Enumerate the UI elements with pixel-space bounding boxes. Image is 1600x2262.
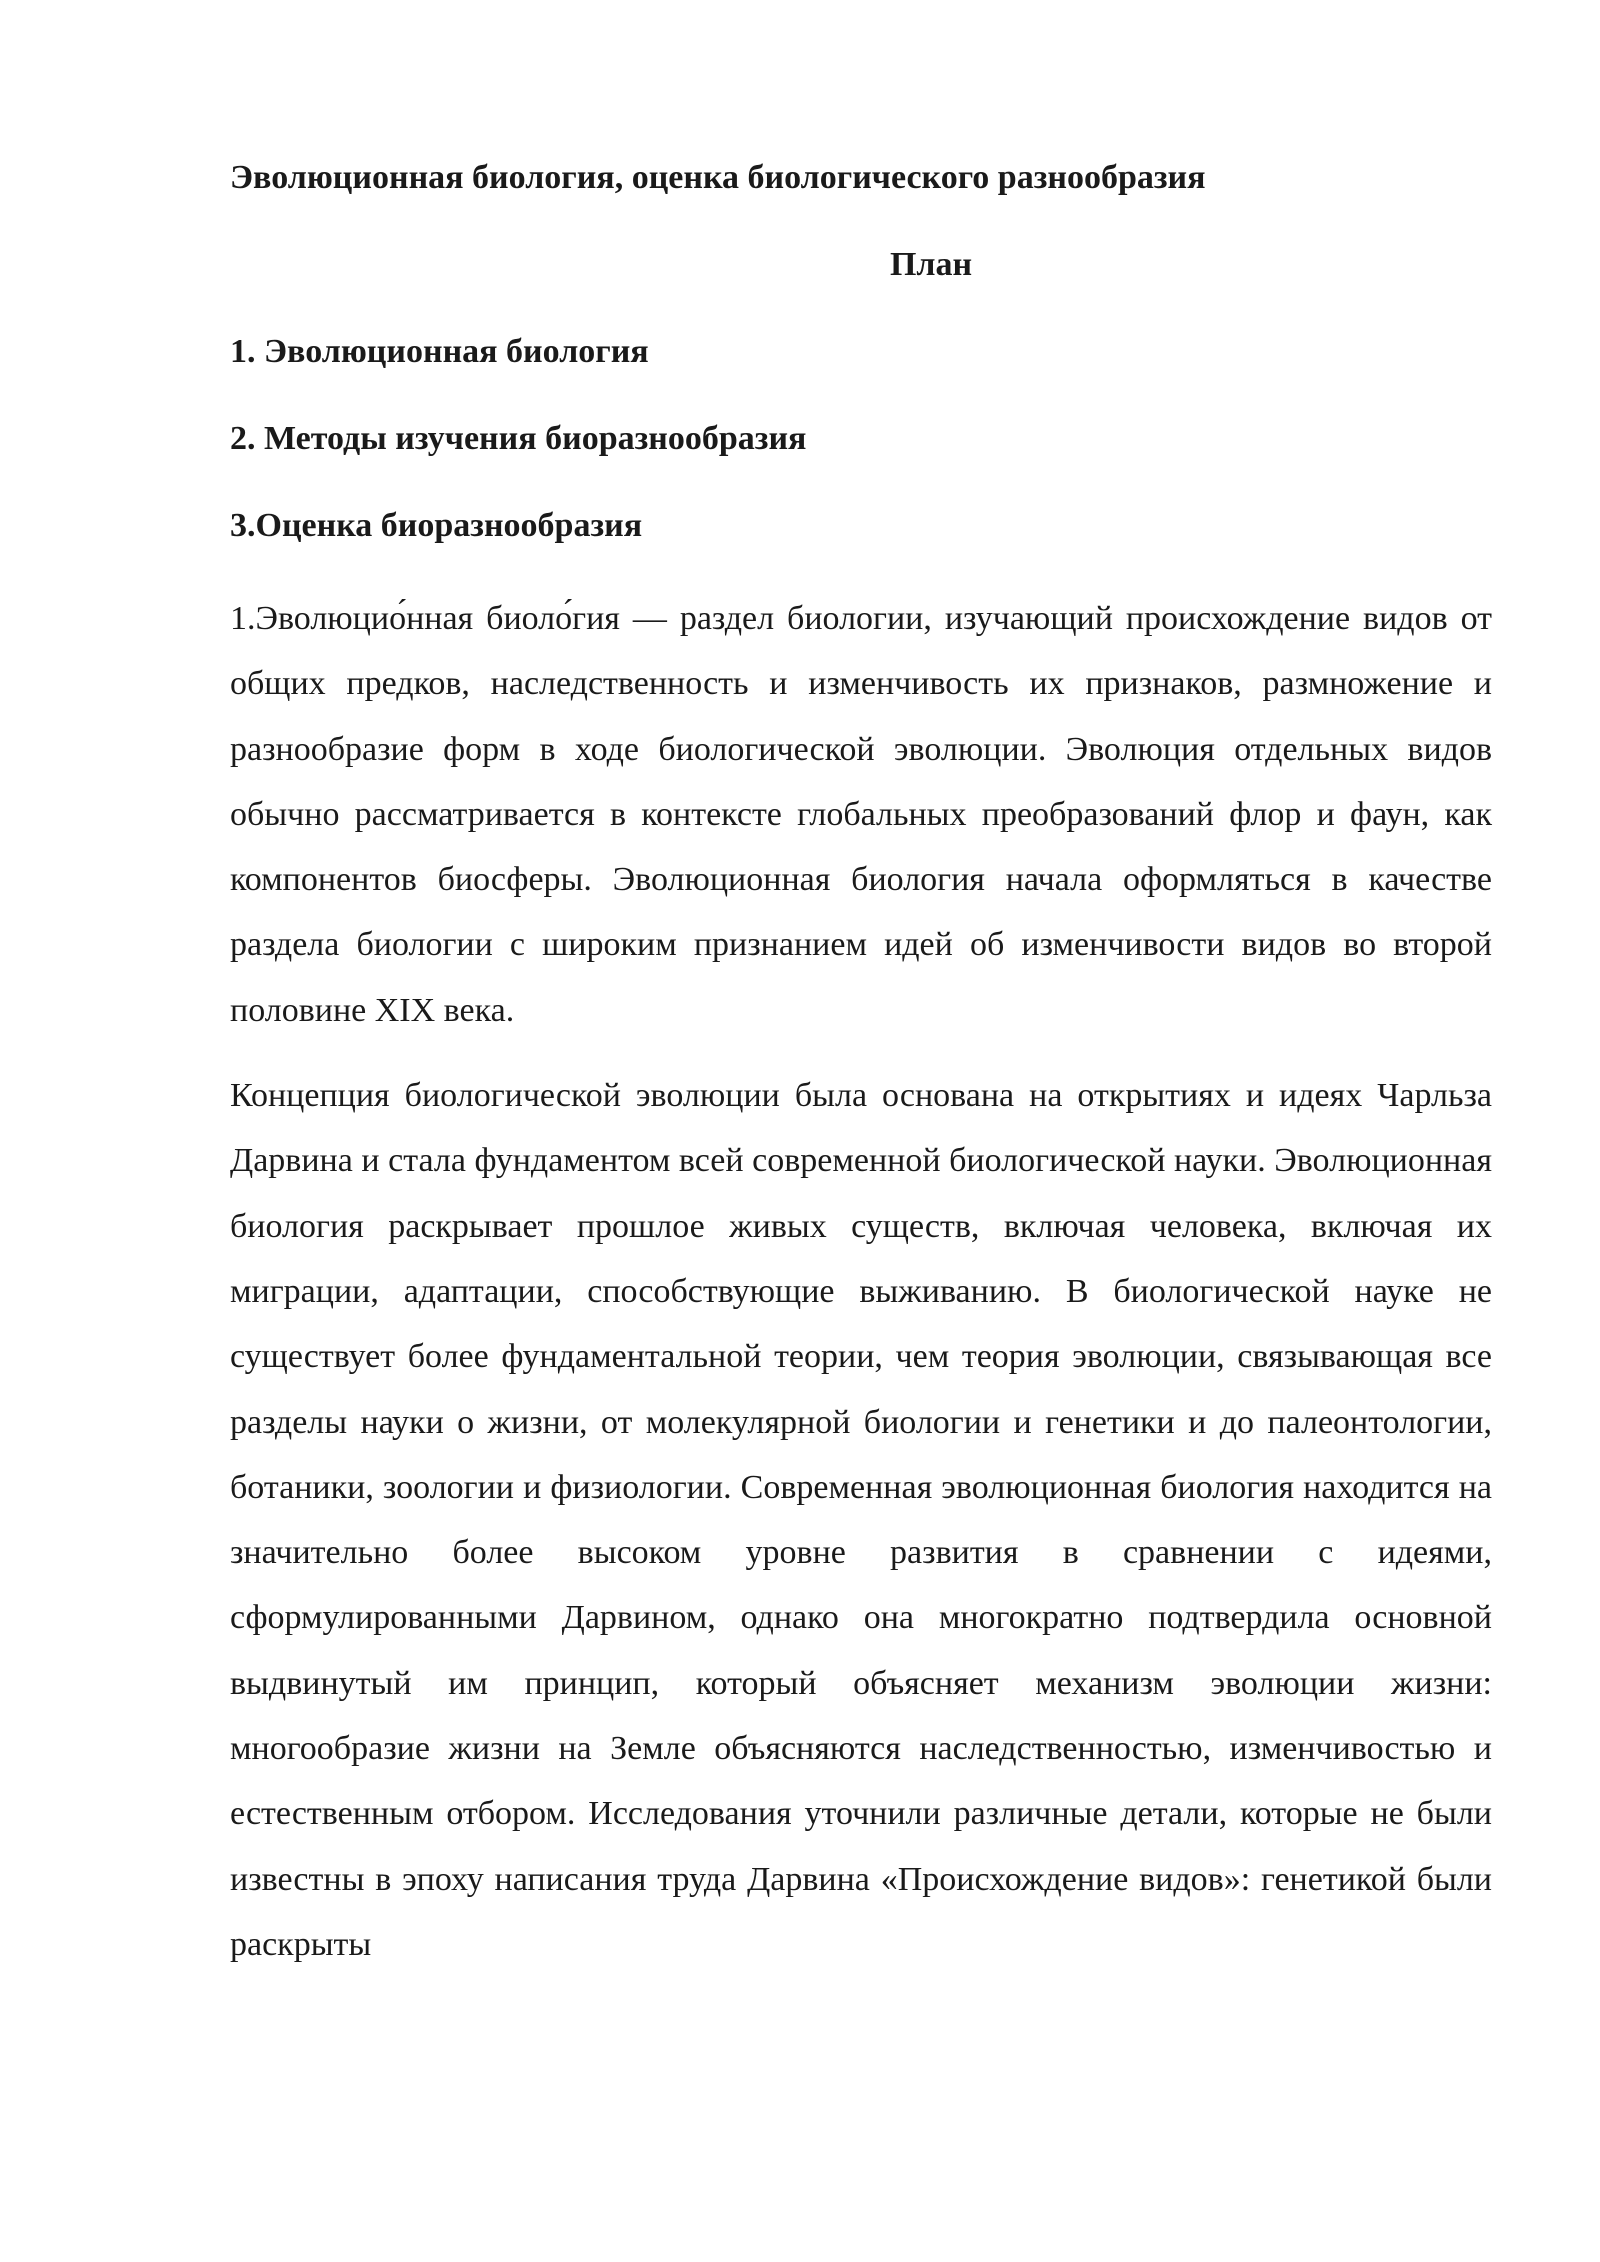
plan-item: 1. Эволюционная биология [230,333,649,370]
body-paragraph: 1.Эволюцио́нная биоло́гия — раздел биологии, изучающий происхождение видов от общих предков, наследственность и изменчивость их признаков, размножение и разнообразие форм в ходе биологической эволюции. Эволюция отдельных видов обычно рассматривается в контексте глобальных преобразований флор и фаун, как компонентов биосферы. Эволюционная биология начала оформляться в качестве раздела биологии с широким признанием идей об изменчивости видов во второй половине XIX века. [230,600,1492,1029]
text-column [230,150,1492,1977]
plan-item: 3.Оценка биоразнообразия [230,507,643,544]
document-title: Эволюционная биология, оценка биологического разнообразия [230,159,1206,196]
body-paragraph: Концепция биологической эволюции была основана на открытиях и идеях Чарльза Дарвина и стала фундаментом всей современной биологической науки. Эволюционная биология раскрывает прошлое живых существ, включая человека, включая их миграции, адаптации, способствующие выживанию. В биологической науке не существует более фундаментальной теории, чем теория эволюции, связывающая все разделы науки о жизни, от молекулярной биологии и генетики и до палеонтологии, ботаники, зоологии и физиологии. Современная эволюционная биология находится на значительно более высоком уровне развития в сравнении с идеями, сформулированными Дарвином, однако она многократно подтвердила основной выдвинутый им принцип, который объясняет механизм эволюции жизни: многообразие жизни на Земле объясняются наследственностью, изменчивостью и естественным отбором. Исследования уточнили различные детали, которые не были известны в эпоху написания труда Дарвина «Происхождение видов»: генетикой были раскрыты [230,1077,1492,1963]
plan-heading: План [889,246,973,283]
plan-item: 2. Методы изучения биоразнообразия [230,420,807,457]
